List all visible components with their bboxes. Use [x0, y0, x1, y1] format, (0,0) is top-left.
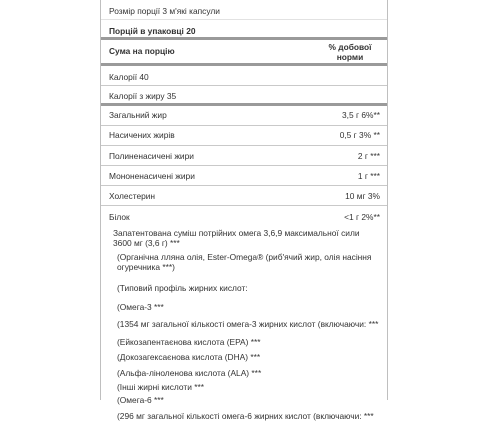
fatty-acid-profile-note: (Типовий профіль жирних кислот: — [117, 283, 248, 293]
supplement-facts-panel — [100, 0, 388, 421]
nutrient-label: Калорії 40 — [109, 72, 149, 82]
nutrient-label: Полиненасичені жири — [109, 151, 194, 161]
omega-6-total-note: (296 мг загальної кількості омега-6 жирних кислот (включаючи: *** — [117, 411, 374, 421]
epa-note: (Ейкозапентаєнова кислота (EPA) *** — [117, 337, 261, 347]
nutrient-label: Калорії з жиру 35 — [109, 91, 177, 101]
table-row — [101, 186, 387, 206]
nutrient-value: 1 г *** — [357, 171, 380, 181]
amount-per-serving-header: Сума на порцію — [109, 46, 175, 56]
table-row — [101, 66, 387, 86]
table-row — [101, 126, 387, 146]
nutrient-label: Загальний жир — [109, 110, 167, 120]
proprietary-blend-note: Запатентована суміш потрійних омега 3,6,9 максимальної сили 3600 мг (3,6 г) *** — [113, 228, 360, 248]
dha-note: (Докозагексаєнова кислота (DHA) *** — [117, 352, 261, 362]
table-row — [101, 86, 387, 106]
table-row — [101, 206, 387, 224]
omega-3-note: (Омега-3 *** — [117, 302, 164, 312]
table-row — [101, 106, 387, 126]
nutrient-label: Мононенасичені жири — [109, 171, 195, 181]
ingredients-note: (Органічна лляна олія, Ester-Omega® (риб'ячий жир, олія насіння огуречника ***) — [117, 252, 372, 272]
nutrient-label: Холестерин — [109, 191, 156, 201]
table-header-row — [101, 40, 387, 66]
ala-note: (Альфа-ліноленова кислота (ALA) *** — [117, 368, 262, 378]
daily-value-header: % добової норми — [328, 42, 372, 62]
table-row — [101, 146, 387, 166]
servings-per-container: Порцій в упаковці 20 — [109, 26, 196, 36]
nutrient-label: Насичених жирів — [109, 130, 175, 140]
table-row — [101, 166, 387, 186]
nutrient-value: 2 г *** — [357, 151, 380, 161]
omega-3-total-note: (1354 мг загальної кількості омега-3 жирних кислот (включаючи: *** — [117, 319, 379, 329]
nutrient-value: 10 мг 3% — [345, 191, 380, 201]
servings-per-container-row — [101, 20, 387, 40]
other-fatty-acids-note: (Інші жирні кислоти *** — [117, 382, 205, 392]
serving-size-row — [101, 0, 387, 20]
nutrient-value: <1 г 2%** — [344, 212, 380, 222]
serving-size: Розмір порції 3 м'які капсули — [109, 6, 220, 16]
nutrient-value: 3,5 г 6%** — [342, 110, 380, 120]
omega-6-note: (Омега-6 *** — [117, 395, 164, 405]
nutrient-label: Білок — [109, 212, 130, 222]
nutrient-value: 0,5 г 3% ** — [339, 130, 380, 140]
